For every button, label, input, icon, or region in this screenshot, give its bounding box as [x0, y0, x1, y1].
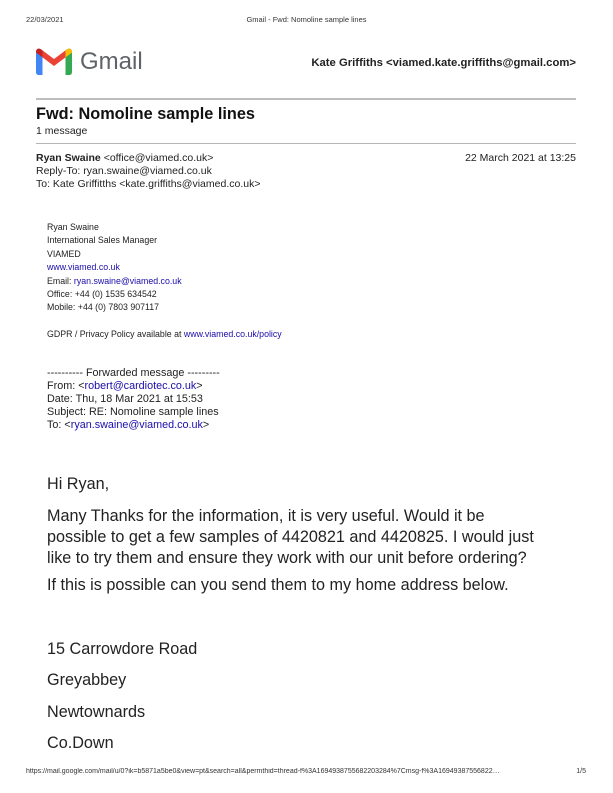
reply-to: Reply-To: ryan.swaine@viamed.co.uk — [36, 165, 212, 177]
forward-from-suffix: > — [196, 380, 203, 392]
print-page-number: 1/5 — [576, 768, 586, 775]
body-paragraph-1 — [47, 506, 534, 569]
address-line: Newtownards — [47, 703, 146, 721]
forward-from-label: From: < — [47, 380, 85, 392]
forward-to-label: To: < — [47, 419, 71, 431]
body-paragraph-2: If this is possible can you send them to my home address below. — [47, 576, 509, 594]
signature-name: Ryan Swaine — [47, 222, 99, 232]
forward-from-email-link[interactable]: robert@cardiotec.co.uk — [84, 380, 197, 392]
forward-separator: ---------- Forwarded message --------- — [47, 367, 220, 379]
header-divider — [36, 98, 576, 100]
thread-subject: Fwd: Nomoline sample lines — [36, 105, 255, 123]
forwarded-header — [47, 367, 220, 432]
sender-name: Ryan Swaine — [36, 152, 101, 164]
to-line: To: Kate Griffitths <kate.griffiths@viamed.co.uk> — [36, 178, 261, 190]
gdpr-text: GDPR / Privacy Policy available at — [47, 329, 184, 340]
signature-company: VIAMED — [47, 248, 81, 259]
forward-date: Date: Thu, 18 Mar 2021 at 15:53 — [47, 393, 203, 405]
message-date: 22 March 2021 at 13:25 — [465, 152, 576, 164]
print-page-title: Gmail - Fwd: Nomoline sample lines — [246, 15, 367, 24]
signature-email-label: Email: — [47, 275, 74, 286]
address-line: Co.Down — [47, 734, 114, 752]
signature-website-link[interactable]: www.viamed.co.uk — [47, 262, 120, 273]
forward-subject: Subject: RE: Nomoline sample lines — [47, 406, 219, 418]
gmail-wordmark: Gmail — [80, 48, 143, 75]
body-paragraph-1-line: like to try them and ensure they work with our unit before ordering? — [47, 549, 527, 567]
gdpr-policy-link[interactable]: www.viamed.co.uk/policy — [183, 329, 282, 340]
body-paragraph-1-line: Many Thanks for the information, it is very useful. Would it be — [47, 507, 485, 525]
body-paragraph-1-line: possible to get a few samples of 4420821 and 4420825. I would just — [47, 528, 534, 546]
gmail-logo[interactable] — [36, 47, 143, 80]
forward-to-email-link[interactable]: ryan.swaine@viamed.co.uk — [70, 419, 203, 431]
address-line: Greyabbey — [47, 671, 127, 689]
signature — [47, 221, 282, 342]
print-date: 22/03/2021 — [26, 15, 64, 24]
sender-line — [36, 152, 213, 165]
address-line: 15 Carrowdore Road — [47, 640, 198, 658]
message-count: 1 message — [36, 125, 88, 137]
signature-email-link[interactable]: ryan.swaine@viamed.co.uk — [73, 275, 182, 286]
signature-title: International Sales Manager — [47, 235, 158, 246]
signature-office-phone: Office: +44 (0) 1535 634542 — [47, 289, 157, 300]
forward-to-suffix: > — [202, 419, 210, 431]
account-identity: Kate Griffiths <viamed.kate.griffiths@gmail.com> — [311, 57, 576, 69]
signature-mobile-phone: Mobile: +44 (0) 7803 907117 — [47, 302, 160, 313]
thread-divider — [36, 143, 576, 144]
print-footer-url: https://mail.google.com/mail/u/0?ik=b5871a5be0&view=pt&search=all&permthid=thread-f%3A1694938755682203284%7Cmsg-f%3A16949387556822… — [26, 768, 500, 775]
sender-email: <office@viamed.co.uk> — [103, 152, 214, 164]
greeting: Hi Ryan, — [47, 475, 110, 493]
gmail-m-icon — [36, 47, 72, 75]
